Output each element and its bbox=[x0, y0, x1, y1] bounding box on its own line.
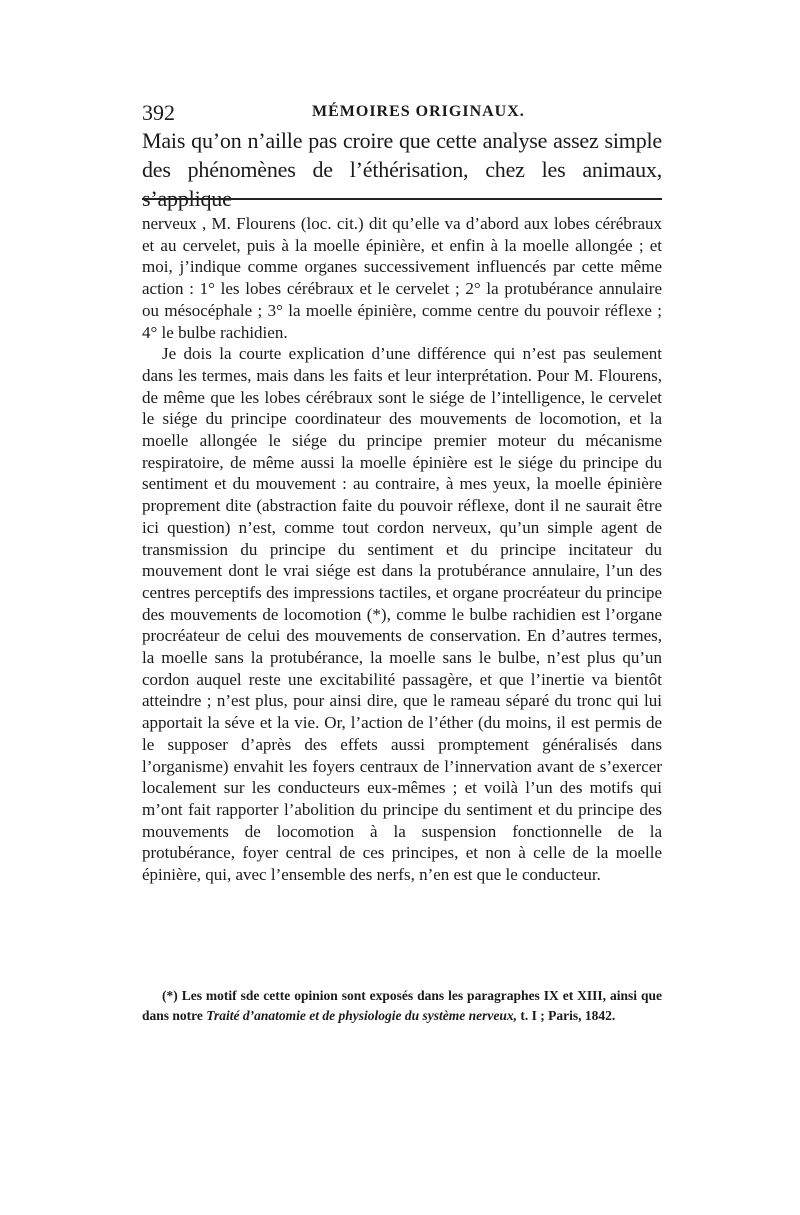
footnote-book-title: Traité d’anatomie et de physiologie du système nerveux, bbox=[206, 1008, 517, 1023]
footnote-part-2: t. I ; Paris, 1842. bbox=[516, 1008, 616, 1023]
paragraph-1: nerveux , M. Flourens (loc. cit.) dit qu’elle va d’abord aux lobes cérébraux et au cervelet, puis à la moelle épinière, et enfin à la moelle allongée ; et moi, j’indique comme organes successivement influencés par cette même action : 1° les lobes cérébraux et le cervelet ; 2° la protubérance annulaire ou mésocéphale ; 3° la moelle épinière, comme centre du pouvoir réflexe ; 4° le bulbe rachidien. bbox=[142, 214, 662, 342]
page-header bbox=[142, 100, 662, 124]
footnote-text bbox=[142, 986, 662, 1026]
footnote bbox=[142, 986, 662, 1026]
body-text bbox=[142, 213, 662, 886]
page-number: 392 bbox=[142, 100, 175, 125]
section-divider bbox=[142, 198, 662, 200]
footnote-part-1: (*) Les motif sde cette opinion sont exposés dans les paragraphes IX et XIII, ainsi que dans notre bbox=[142, 988, 662, 1023]
running-head: MÉMOIRES ORIGINAUX. bbox=[312, 103, 525, 120]
top-line-1: Mais qu’on n’aille pas croire que cette analyse assez simple bbox=[142, 128, 662, 153]
top-line-2: des phénomènes de l’éthérisation, chez les animaux, s’applique bbox=[142, 157, 662, 211]
paragraph-2: Je dois la courte explication d’une différence qui n’est pas seulement dans les termes, mais dans les faits et leur interprétation. Pour M. Flourens, de même que les lobes cérébraux sont le siége de l’intelligence, le cervelet le siége du principe coordinateur des mouvements de locomotion, et la moelle allongée le siége du principe premier moteur du mécanisme respiratoire, de même aussi la moelle épinière est le siége du principe du sentiment et du mouvement : au contraire, à mes yeux, la moelle épinière proprement dite (abstraction faite du pouvoir réflexe, dont il ne saurait être ici question) n’est, comme tout cordon nerveux, qu’un simple agent de transmission du principe du sentiment et du principe incitateur du mouvement dont le vrai siége est dans la protubérance annulaire, l’un des centres perceptifs des impressions tactiles, et organe procréateur du principe des mouvements de locomotion (*), comme le bulbe rachidien est l’organe procréateur de celui des mouvements de conservation. En d’autres termes, la moelle sans la protubérance, la moelle sans le bulbe, n’est plus qu’un cordon auquel reste une excitabilité passagère, et que l’inertie va bientôt atteindre ; n’est plus, pour ainsi dire, que le rameau séparé du tronc qui lui apportait la séve et la vie. Or, l’action de l’éther (du moins, il est permis de le supposer d’après des effets aussi promptement généralisés dans l’organisme) envahit les foyers centraux de l’innervation avant de s’exercer localement sur les conducteurs eux-mêmes ; et voilà l’un des motifs qui m’ont fait rapporter l’abolition du principe du sentiment et du principe des mouvements de locomotion à la suspension fonctionnelle de la protubérance, foyer central de ces principes, et non à celle de la moelle épinière, qui, avec l’ensemble des nerfs, n’en est que le conducteur. bbox=[142, 344, 662, 885]
